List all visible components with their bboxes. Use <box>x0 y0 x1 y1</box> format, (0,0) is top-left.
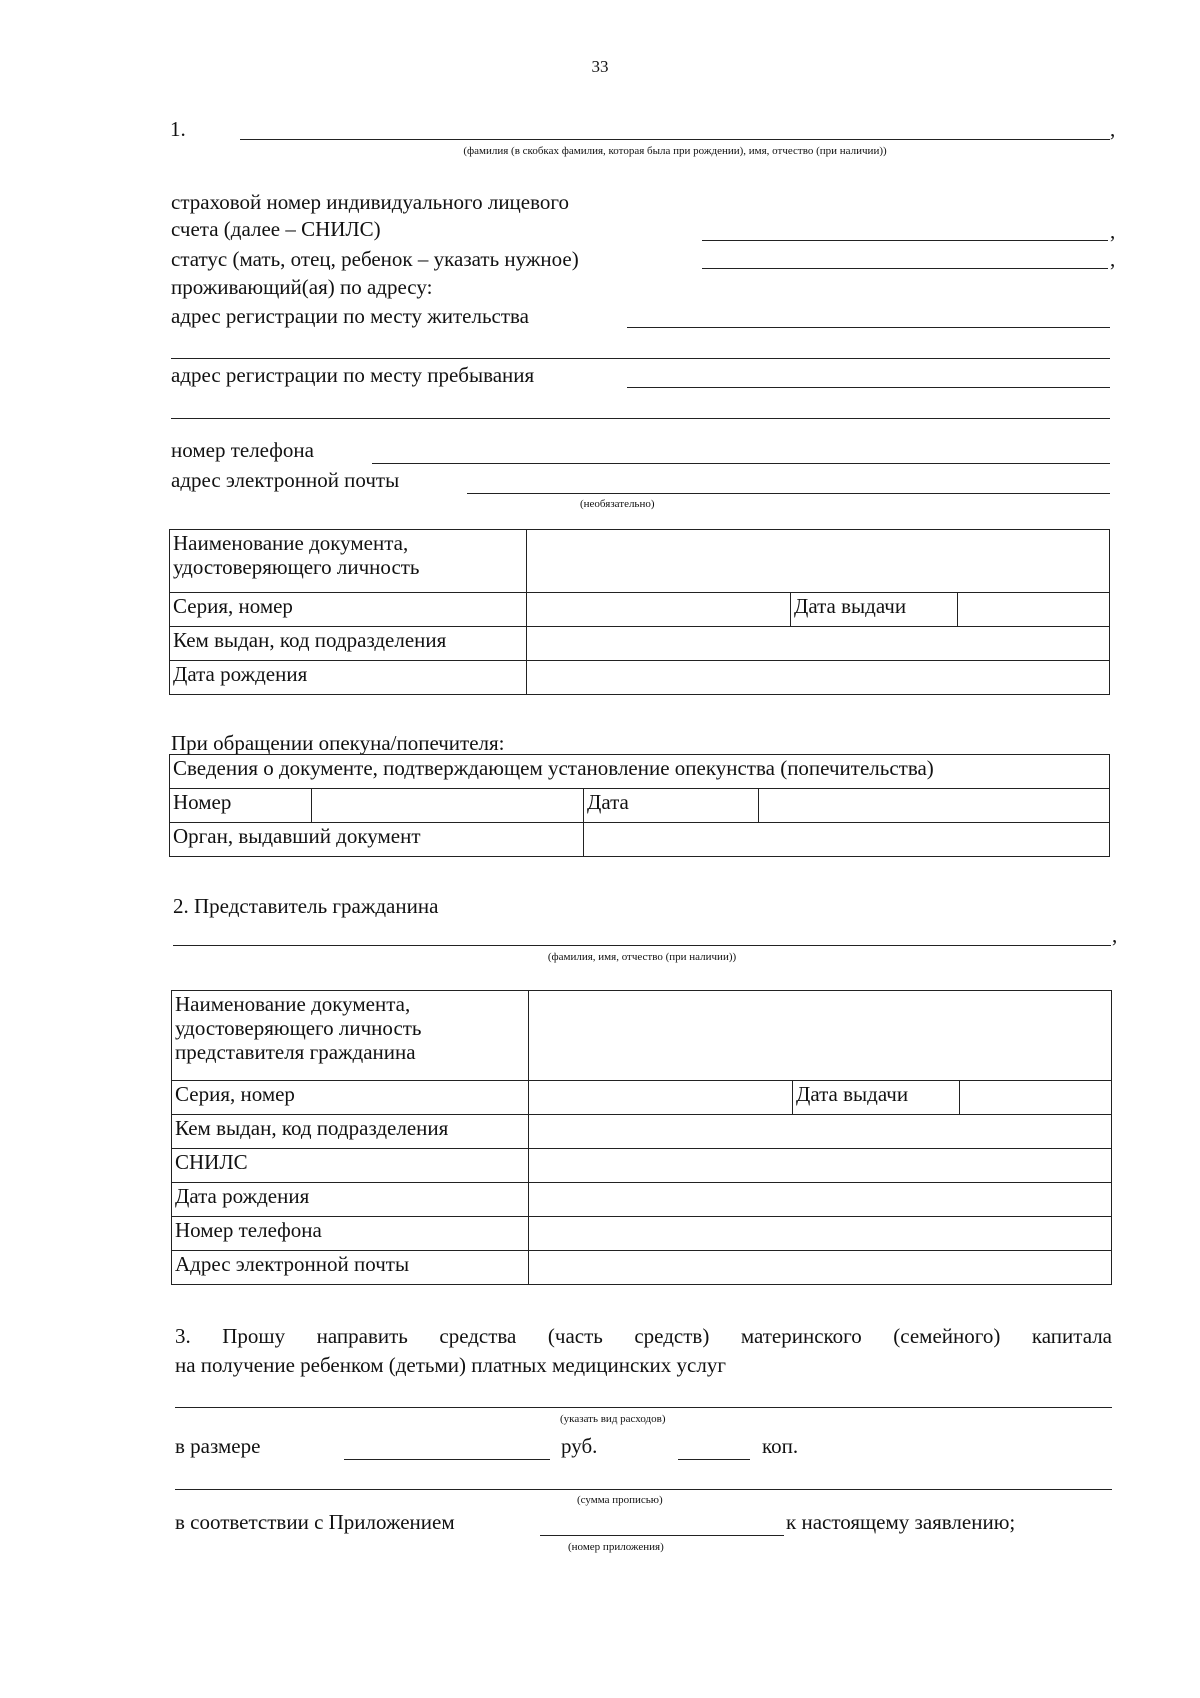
guardian-doc-info: Сведения о документе, подтверждающем установление опекунства (попечительства) <box>170 755 1110 789</box>
guardian-number-label: Номер <box>170 789 312 823</box>
rep-issue-date-value[interactable] <box>960 1081 1112 1115</box>
reg-stay-line[interactable] <box>627 387 1110 388</box>
appendix-label: в соответствии с Приложением <box>175 1510 455 1534</box>
phone-line[interactable] <box>372 463 1110 464</box>
id-doc-name-label: Наименование документа, удостоверяющего личность <box>170 530 527 593</box>
appendix-caption: (номер приложения) <box>568 1541 664 1553</box>
rep-phone-label: Номер телефона <box>172 1217 529 1251</box>
rep-birth-date-label: Дата рождения <box>172 1183 529 1217</box>
rep-snils-value[interactable] <box>529 1149 1112 1183</box>
guardian-number-value[interactable] <box>312 789 584 823</box>
expense-caption: (указать вид расходов) <box>560 1413 666 1425</box>
rep-series-value[interactable] <box>529 1081 793 1115</box>
email-line[interactable] <box>467 493 1110 494</box>
rep-birth-date-value[interactable] <box>529 1183 1112 1217</box>
guardian-table <box>169 754 1110 857</box>
rep-doc-name-label: Наименование документа, удостоверяющего личность представителя гражданина <box>172 991 529 1081</box>
representative-name-caption: (фамилия, имя, отчество (при наличии)) <box>547 951 737 963</box>
guardian-heading: При обращении опекуна/попечителя: <box>171 731 505 755</box>
expense-type-line[interactable] <box>175 1407 1112 1408</box>
rub-label: руб. <box>561 1434 598 1458</box>
section2-heading: 2. Представитель гражданина <box>173 894 439 918</box>
section3-line1: 3. Прошу направить средства (часть средств) материнского (семейного) капитала <box>175 1324 1112 1348</box>
id-series-label: Серия, номер <box>170 593 527 627</box>
section3-line2: на получение ребенком (детьми) платных медицинских услуг <box>175 1353 726 1377</box>
rep-series-label: Серия, номер <box>172 1081 529 1115</box>
rub-line[interactable] <box>344 1459 550 1460</box>
page-number: 33 <box>591 57 609 76</box>
email-label: адрес электронной почты <box>171 468 400 492</box>
rep-phone-value[interactable] <box>529 1217 1112 1251</box>
id-birth-date-label: Дата рождения <box>170 661 527 695</box>
rep-issued-by-label: Кем выдан, код подразделения <box>172 1115 529 1149</box>
rep-issued-by-value[interactable] <box>529 1115 1112 1149</box>
section1-number: 1. <box>170 117 186 141</box>
rep-doc-name-value[interactable] <box>529 991 1112 1081</box>
amount-label: в размере <box>175 1434 261 1458</box>
residing-label: проживающий(ая) по адресу: <box>171 275 433 299</box>
id-series-value[interactable] <box>527 593 791 627</box>
reg-residence-line[interactable] <box>627 327 1110 328</box>
id-issued-by-label: Кем выдан, код подразделения <box>170 627 527 661</box>
comma: , <box>1110 247 1116 271</box>
kop-line[interactable] <box>678 1459 750 1460</box>
applicant-name-line[interactable] <box>240 139 1110 140</box>
sum-in-words-line[interactable] <box>175 1489 1112 1490</box>
rep-email-label: Адрес электронной почты <box>172 1251 529 1285</box>
guardian-date-value[interactable] <box>759 789 1110 823</box>
reg-stay-label: адрес регистрации по месту пребывания <box>171 363 535 387</box>
rep-issue-date-label: Дата выдачи <box>793 1081 960 1115</box>
reg-stay-line-2[interactable] <box>171 418 1110 419</box>
appendix-tail: к настоящему заявлению; <box>786 1510 1016 1534</box>
snils-line[interactable] <box>702 240 1108 241</box>
guardian-date-label: Дата <box>584 789 759 823</box>
guardian-issuer-label: Орган, выдавший документ <box>170 823 584 857</box>
id-issue-date-value[interactable] <box>958 593 1110 627</box>
id-issue-date-label: Дата выдачи <box>791 593 958 627</box>
snils-label-line1: страховой номер индивидуального лицевого <box>171 190 569 214</box>
status-label: статус (мать, отец, ребенок – указать нужное) <box>171 247 579 271</box>
sum-caption: (сумма прописью) <box>577 1494 663 1506</box>
id-birth-date-value[interactable] <box>527 661 1110 695</box>
applicant-name-caption: (фамилия (в скобках фамилия, которая была при рождении), имя, отчество (при наличии)) <box>463 145 887 157</box>
rep-email-value[interactable] <box>529 1251 1112 1285</box>
appendix-number-line[interactable] <box>540 1535 784 1536</box>
comma: , <box>1110 117 1116 141</box>
representative-table <box>171 990 1112 1285</box>
snils-label-line2: счета (далее – СНИЛС) <box>171 217 381 241</box>
id-issued-by-value[interactable] <box>527 627 1110 661</box>
reg-residence-label: адрес регистрации по месту жительства <box>171 304 529 328</box>
comma: , <box>1112 923 1118 947</box>
status-line[interactable] <box>702 268 1108 269</box>
phone-label: номер телефона <box>171 438 314 462</box>
id-document-table <box>169 529 1110 695</box>
optional-caption: (необязательно) <box>580 498 655 510</box>
representative-name-line[interactable] <box>173 945 1111 946</box>
reg-residence-line-2[interactable] <box>171 358 1110 359</box>
comma: , <box>1110 219 1116 243</box>
kop-label: коп. <box>762 1434 799 1458</box>
guardian-issuer-value[interactable] <box>584 823 1110 857</box>
rep-snils-label: СНИЛС <box>172 1149 529 1183</box>
id-doc-name-value[interactable] <box>527 530 1110 593</box>
